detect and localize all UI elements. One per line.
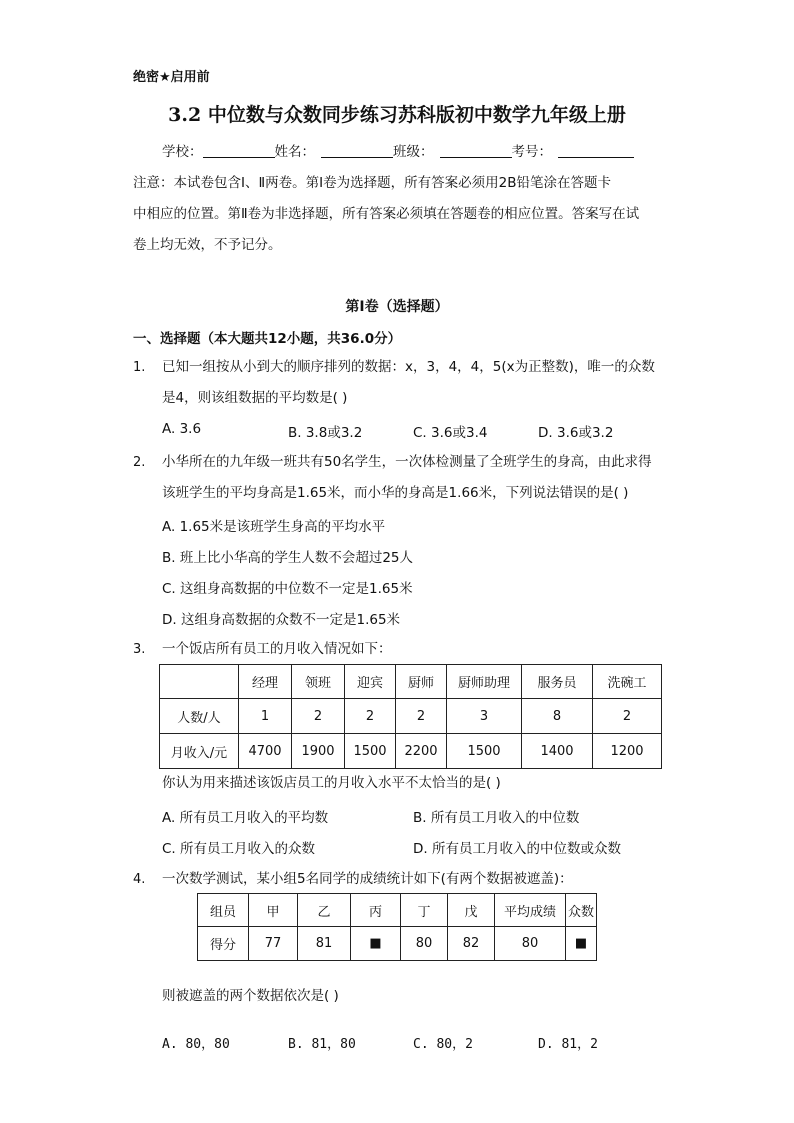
option-d[interactable]: D. 这组身高数据的众数不一定是1.65米 bbox=[162, 612, 401, 628]
class-blank[interactable] bbox=[440, 143, 512, 158]
table-cell: 厨师 bbox=[396, 665, 447, 699]
option-d[interactable]: D. 所有员工月收入的中位数或众数 bbox=[413, 841, 621, 857]
table-cell: 组员 bbox=[198, 894, 249, 927]
secret-label: 绝密★启用前 bbox=[133, 70, 210, 85]
table-cell: 3 bbox=[447, 699, 522, 734]
table-cell: 平均成绩 bbox=[495, 894, 566, 927]
notice bbox=[133, 168, 663, 261]
class-label: 班级： bbox=[393, 144, 434, 160]
part-title: 一、选择题（本大题共12小题，共36.0分） bbox=[133, 331, 402, 347]
table-cell: 服务员 bbox=[522, 665, 593, 699]
question-number: 3. bbox=[133, 642, 146, 657]
exam-no-blank[interactable] bbox=[558, 143, 634, 158]
table-cell: 丙 bbox=[351, 894, 401, 927]
covered-cell: ■ bbox=[351, 927, 401, 961]
income-table bbox=[159, 664, 662, 769]
table-cell: 甲 bbox=[249, 894, 298, 927]
table-cell: 1500 bbox=[345, 734, 396, 769]
page-title: 3.2 中位数与众数同步练习苏科版初中数学九年级上册 bbox=[168, 104, 626, 126]
table-header-row bbox=[160, 665, 662, 699]
question-line: 一次数学测试，某小组5名同学的成绩统计如下(有两个数据被遮盖)： bbox=[162, 871, 573, 887]
table-cell: 8 bbox=[522, 699, 593, 734]
table-cell: 1400 bbox=[522, 734, 593, 769]
table-row bbox=[160, 734, 662, 769]
table-cell: 2200 bbox=[396, 734, 447, 769]
question-2-text bbox=[162, 447, 652, 509]
table-cell: 2 bbox=[292, 699, 345, 734]
question-number: 1. bbox=[133, 360, 146, 375]
student-info-fields bbox=[162, 140, 634, 160]
section-title: 第Ⅰ卷（选择题） bbox=[345, 299, 449, 315]
option-d[interactable]: D. 3.6或3.2 bbox=[538, 425, 614, 441]
option-b[interactable]: B. 班上比小华高的学生人数不会超过25人 bbox=[162, 550, 414, 566]
table-cell: 1200 bbox=[593, 734, 662, 769]
question-line: 一个饭店所有员工的月收入情况如下： bbox=[162, 641, 392, 657]
table-cell: 80 bbox=[495, 927, 566, 961]
table-cell: 乙 bbox=[298, 894, 351, 927]
option-c[interactable]: C. 80，2 bbox=[413, 1037, 473, 1052]
option-a[interactable]: A. 1.65米是该班学生身高的平均水平 bbox=[162, 519, 386, 535]
option-d[interactable]: D. 81，2 bbox=[538, 1037, 598, 1052]
notice-line: 卷上均无效，不予记分。 bbox=[133, 237, 282, 253]
question-line: 则被遮盖的两个数据依次是( ) bbox=[162, 988, 339, 1004]
option-c[interactable]: C. 这组身高数据的中位数不一定是1.65米 bbox=[162, 581, 413, 597]
table-cell: 1900 bbox=[292, 734, 345, 769]
table-cell: 众数 bbox=[566, 894, 597, 927]
notice-line: 中相应的位置。第Ⅱ卷为非选择题，所有答案必须填在答题卷的相应位置。答案写在试 bbox=[133, 206, 640, 222]
option-a[interactable]: A. 3.6 bbox=[162, 421, 202, 437]
school-label: 学校： bbox=[162, 144, 203, 160]
table-cell: 1 bbox=[239, 699, 292, 734]
table-cell: 77 bbox=[249, 927, 298, 961]
question-line: 你认为用来描述该饭店员工的月收入水平不太恰当的是( ) bbox=[162, 775, 501, 791]
school-blank[interactable] bbox=[203, 143, 275, 158]
question-line: 是4，则该组数据的平均数是( ) bbox=[162, 390, 348, 406]
option-b[interactable]: B. 81，80 bbox=[288, 1037, 356, 1052]
table-cell: 领班 bbox=[292, 665, 345, 699]
score-table bbox=[197, 893, 597, 961]
table-cell: 2 bbox=[593, 699, 662, 734]
option-b[interactable]: B. 3.8或3.2 bbox=[288, 425, 363, 441]
question-number: 4. bbox=[133, 872, 146, 887]
name-label: 姓名： bbox=[274, 144, 315, 160]
table-cell: 1500 bbox=[447, 734, 522, 769]
option-a[interactable]: A. 所有员工月收入的平均数 bbox=[162, 810, 329, 826]
exam-no-label: 考号： bbox=[511, 144, 552, 160]
table-cell: 81 bbox=[298, 927, 351, 961]
table-cell: 82 bbox=[448, 927, 495, 961]
table-cell: 月收入/元 bbox=[160, 734, 239, 769]
table-row bbox=[198, 927, 597, 961]
table-cell: 80 bbox=[401, 927, 448, 961]
option-c[interactable]: C. 3.6或3.4 bbox=[413, 425, 488, 441]
question-1-text bbox=[162, 352, 655, 414]
table-row bbox=[160, 699, 662, 734]
question-line: 已知一组按从小到大的顺序排列的数据：x，3，4，4，5(x为正整数)，唯一的众数 bbox=[162, 359, 655, 375]
table-cell: 2 bbox=[396, 699, 447, 734]
table-cell: 洗碗工 bbox=[593, 665, 662, 699]
table-cell: 得分 bbox=[198, 927, 249, 961]
option-c[interactable]: C. 所有员工月收入的众数 bbox=[162, 841, 316, 857]
question-line: 小华所在的九年级一班共有50名学生，一次体检测量了全班学生的身高，由此求得 bbox=[162, 454, 652, 470]
table-cell: 4700 bbox=[239, 734, 292, 769]
table-cell: 迎宾 bbox=[345, 665, 396, 699]
question-number: 2. bbox=[133, 455, 146, 470]
table-cell: 戊 bbox=[448, 894, 495, 927]
notice-line: 注意：本试卷包含Ⅰ、Ⅱ两卷。第Ⅰ卷为选择题，所有答案必须用2B铅笔涂在答题卡 bbox=[133, 175, 611, 191]
covered-cell: ■ bbox=[566, 927, 597, 961]
table-cell: 经理 bbox=[239, 665, 292, 699]
option-a[interactable]: A. 80，80 bbox=[162, 1037, 230, 1052]
question-line: 该班学生的平均身高是1.65米，而小华的身高是1.66米，下列说法错误的是( ) bbox=[162, 485, 629, 501]
name-blank[interactable] bbox=[321, 143, 393, 158]
table-cell: 人数/人 bbox=[160, 699, 239, 734]
table-cell: 2 bbox=[345, 699, 396, 734]
table-cell: 厨师助理 bbox=[447, 665, 522, 699]
option-b[interactable]: B. 所有员工月收入的中位数 bbox=[413, 810, 580, 826]
table-cell: 丁 bbox=[401, 894, 448, 927]
table-cell bbox=[160, 665, 239, 699]
table-header-row bbox=[198, 894, 597, 927]
